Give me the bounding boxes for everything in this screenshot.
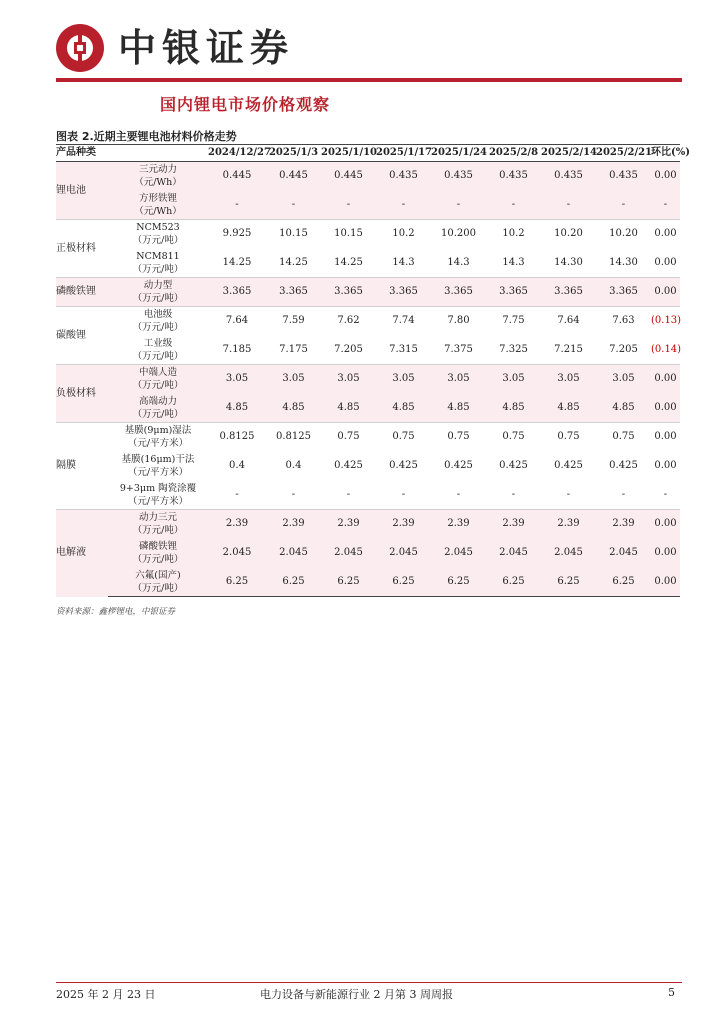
value-cell: 0.425	[376, 452, 431, 481]
value-cell: 4.85	[541, 394, 596, 423]
value-cell: 2.045	[541, 539, 596, 568]
value-cell: 3.05	[431, 365, 486, 394]
value-cell: 7.74	[376, 307, 431, 336]
value-cell: 3.365	[486, 278, 541, 307]
item-name: 中端人造	[138, 367, 177, 379]
item-name: 9+3μm 陶瓷涂覆	[119, 482, 197, 494]
value-cell: 0.425	[486, 452, 541, 481]
value-cell: 10.200	[431, 220, 486, 249]
value-cell: -	[431, 481, 486, 510]
item-name: 方形铁锂	[138, 192, 177, 204]
item-name: 动力型	[143, 280, 173, 291]
category-cell: 电解液	[56, 510, 108, 597]
value-cell: 14.25	[208, 249, 266, 278]
value-cell: 3.05	[596, 365, 651, 394]
change-cell: 0.00	[651, 278, 680, 307]
value-cell: 0.425	[321, 452, 376, 481]
value-cell: 7.325	[486, 336, 541, 365]
value-cell: 10.2	[486, 220, 541, 249]
value-cell: -	[541, 481, 596, 510]
item-unit: （万元/吨）	[132, 582, 184, 594]
value-cell: 0.75	[541, 423, 596, 452]
item-cell	[108, 220, 208, 249]
value-cell: 2.39	[208, 510, 266, 539]
table-caption: 图表 2.近期主要锂电池材料价格走势	[56, 130, 237, 143]
item-cell	[108, 394, 208, 423]
item-name: 三元动力	[138, 164, 177, 176]
category-cell: 负极材料	[56, 365, 108, 423]
value-cell: 3.05	[486, 365, 541, 394]
change-cell: -	[651, 191, 680, 220]
value-cell: 14.30	[596, 249, 651, 278]
value-cell: 0.435	[596, 162, 651, 191]
value-cell: 2.39	[541, 510, 596, 539]
value-cell: 7.63	[596, 307, 651, 336]
value-cell: 2.39	[266, 510, 321, 539]
table-row	[56, 481, 680, 510]
value-cell: -	[376, 191, 431, 220]
value-cell: 4.85	[321, 394, 376, 423]
value-cell: 10.20	[596, 220, 651, 249]
value-cell: 6.25	[208, 568, 266, 597]
value-cell: 3.365	[596, 278, 651, 307]
value-cell: 10.15	[266, 220, 321, 249]
item-unit: （元/平方米）	[127, 438, 189, 450]
item-cell	[108, 452, 208, 481]
value-cell: -	[321, 191, 376, 220]
col-header-date: 2025/1/17	[376, 145, 431, 162]
value-cell: -	[596, 191, 651, 220]
value-cell: 10.20	[541, 220, 596, 249]
item-cell	[108, 423, 208, 452]
value-cell: 3.05	[208, 365, 266, 394]
change-cell: 0.00	[651, 423, 680, 452]
category-cell: 正极材料	[56, 220, 108, 278]
item-name: 基膜(9μm)湿法	[124, 425, 192, 437]
value-cell: 2.39	[376, 510, 431, 539]
value-cell: 7.375	[431, 336, 486, 365]
value-cell: 7.62	[321, 307, 376, 336]
value-cell: 14.25	[266, 249, 321, 278]
value-cell: 0.435	[376, 162, 431, 191]
value-cell: 3.365	[431, 278, 486, 307]
change-cell: 0.00	[651, 394, 680, 423]
item-cell	[108, 278, 208, 307]
value-cell: 0.4	[208, 452, 266, 481]
change-cell: 0.00	[651, 249, 680, 278]
value-cell: 3.05	[376, 365, 431, 394]
col-header-date: 2025/2/8	[486, 145, 541, 162]
category-cell: 碳酸锂	[56, 307, 108, 365]
value-cell: 14.3	[376, 249, 431, 278]
value-cell: 14.30	[541, 249, 596, 278]
item-cell	[108, 539, 208, 568]
value-cell: 6.25	[266, 568, 321, 597]
item-cell	[108, 568, 208, 597]
value-cell: -	[266, 191, 321, 220]
value-cell: 3.365	[266, 278, 321, 307]
item-cell	[108, 481, 208, 510]
table-row	[56, 220, 680, 249]
value-cell: 4.85	[431, 394, 486, 423]
value-cell: 0.445	[321, 162, 376, 191]
value-cell: 3.05	[321, 365, 376, 394]
table-row	[56, 452, 680, 481]
table-row	[56, 307, 680, 336]
change-cell: 0.00	[651, 568, 680, 597]
value-cell: 4.85	[596, 394, 651, 423]
col-header-date: 2025/2/21	[596, 145, 651, 162]
value-cell: 2.39	[321, 510, 376, 539]
change-cell: 0.00	[651, 365, 680, 394]
col-header-date: 2025/2/14	[541, 145, 596, 162]
value-cell: 4.85	[208, 394, 266, 423]
item-cell	[108, 307, 208, 336]
page-number: 5	[668, 986, 675, 999]
value-cell: 2.045	[376, 539, 431, 568]
value-cell: 7.175	[266, 336, 321, 365]
table-row	[56, 249, 680, 278]
footer-report-title: 电力设备与新能源行业 2 月第 3 周周报	[260, 988, 453, 1001]
item-unit: （万元/吨）	[132, 235, 184, 247]
item-unit: （万元/吨）	[132, 293, 184, 304]
category-cell: 锂电池	[56, 162, 108, 220]
header-divider	[56, 78, 682, 82]
value-cell: 6.25	[596, 568, 651, 597]
value-cell: 0.8125	[266, 423, 321, 452]
table-row	[56, 539, 680, 568]
value-cell: -	[208, 481, 266, 510]
category-cell: 隔膜	[56, 423, 108, 510]
item-name: NCM811	[136, 250, 180, 262]
footer-date: 2025 年 2 月 23 日	[56, 988, 156, 1001]
item-unit: （万元/吨）	[132, 263, 184, 275]
value-cell: 7.59	[266, 307, 321, 336]
value-cell: 0.445	[208, 162, 266, 191]
value-cell: 4.85	[266, 394, 321, 423]
value-cell: 0.75	[596, 423, 651, 452]
item-cell	[108, 365, 208, 394]
value-cell: 2.39	[486, 510, 541, 539]
value-cell: 7.64	[208, 307, 266, 336]
table-header-row	[56, 145, 680, 162]
item-name: 高端动力	[138, 395, 177, 407]
value-cell: 3.05	[541, 365, 596, 394]
value-cell: 0.75	[376, 423, 431, 452]
col-header-change: 环比(%)	[651, 145, 680, 162]
item-cell	[108, 510, 208, 539]
item-unit: （元/Wh）	[134, 205, 182, 217]
value-cell: -	[266, 481, 321, 510]
value-cell: 4.85	[376, 394, 431, 423]
value-cell: 0.4	[266, 452, 321, 481]
value-cell: 0.425	[541, 452, 596, 481]
value-cell: 2.045	[596, 539, 651, 568]
value-cell: -	[486, 191, 541, 220]
item-name: 电池级	[143, 309, 173, 321]
value-cell: 3.365	[208, 278, 266, 307]
item-name: NCM523	[136, 222, 180, 234]
value-cell: 2.045	[208, 539, 266, 568]
change-cell: 0.00	[651, 510, 680, 539]
item-unit: （万元/吨）	[132, 350, 184, 362]
value-cell: 7.80	[431, 307, 486, 336]
col-header-date: 2025/1/24	[431, 145, 486, 162]
value-cell: 6.25	[321, 568, 376, 597]
change-cell: (0.13)	[651, 307, 680, 336]
price-table	[56, 144, 690, 597]
value-cell: 0.75	[431, 423, 486, 452]
change-cell: 0.00	[651, 162, 680, 191]
table-row	[56, 568, 680, 597]
value-cell: 4.85	[486, 394, 541, 423]
bank-logo-icon	[56, 24, 104, 72]
value-cell: -	[321, 481, 376, 510]
value-cell: 0.75	[321, 423, 376, 452]
value-cell: 7.215	[541, 336, 596, 365]
item-unit: （万元/吨）	[132, 380, 184, 392]
table-row	[56, 394, 680, 423]
change-cell: 0.00	[651, 539, 680, 568]
section-title: 国内锂电市场价格观察	[160, 95, 331, 114]
change-cell: 0.00	[651, 452, 680, 481]
item-unit: （万元/吨）	[132, 408, 184, 420]
table-row	[56, 278, 680, 307]
value-cell: 7.75	[486, 307, 541, 336]
item-unit: （元/平方米）	[127, 495, 189, 507]
value-cell: 7.205	[321, 336, 376, 365]
value-cell: 0.435	[486, 162, 541, 191]
item-name: 工业级	[143, 337, 173, 349]
table-row	[56, 162, 680, 191]
value-cell: 0.435	[431, 162, 486, 191]
item-name: 磷酸铁锂	[138, 541, 177, 552]
col-header-date: 2025/1/3	[266, 145, 321, 162]
source-note: 资料来源：鑫椤锂电，中银证券	[56, 607, 176, 617]
price-table-container	[56, 144, 690, 597]
table-row	[56, 510, 680, 539]
value-cell: 0.445	[266, 162, 321, 191]
item-unit: （元/Wh）	[134, 177, 182, 189]
item-cell	[108, 249, 208, 278]
value-cell: 0.425	[596, 452, 651, 481]
col-header-date: 2025/1/10	[321, 145, 376, 162]
value-cell: -	[208, 191, 266, 220]
value-cell: 14.3	[431, 249, 486, 278]
value-cell: -	[431, 191, 486, 220]
item-name: 基膜(16μm)干法	[121, 454, 195, 465]
value-cell: 3.365	[541, 278, 596, 307]
item-unit: （万元/吨）	[132, 525, 184, 537]
col-header-category: 产品种类	[56, 145, 208, 162]
value-cell: 6.25	[376, 568, 431, 597]
value-cell: 7.185	[208, 336, 266, 365]
item-unit: （元/平方米）	[127, 467, 189, 478]
item-unit: （万元/吨）	[132, 322, 184, 334]
value-cell: 2.045	[321, 539, 376, 568]
value-cell: 2.045	[266, 539, 321, 568]
item-cell	[108, 336, 208, 365]
value-cell: -	[596, 481, 651, 510]
value-cell: 3.05	[266, 365, 321, 394]
value-cell: 6.25	[541, 568, 596, 597]
footer-divider	[56, 982, 682, 983]
value-cell: -	[486, 481, 541, 510]
value-cell: 2.39	[596, 510, 651, 539]
change-cell: 0.00	[651, 220, 680, 249]
value-cell: 0.8125	[208, 423, 266, 452]
item-cell	[108, 191, 208, 220]
item-name: 六氟(国产)	[135, 569, 181, 581]
value-cell: 9.925	[208, 220, 266, 249]
table-row	[56, 365, 680, 394]
value-cell: 0.75	[486, 423, 541, 452]
brand-name: 中银证券	[118, 26, 295, 70]
value-cell: 2.045	[431, 539, 486, 568]
value-cell: -	[376, 481, 431, 510]
value-cell: 14.3	[486, 249, 541, 278]
value-cell: -	[541, 191, 596, 220]
value-cell: 2.045	[486, 539, 541, 568]
change-cell: -	[651, 481, 680, 510]
value-cell: 6.25	[486, 568, 541, 597]
item-cell	[108, 162, 208, 191]
category-cell: 磷酸铁锂	[56, 278, 108, 307]
item-name: 动力三元	[138, 512, 177, 524]
value-cell: 7.64	[541, 307, 596, 336]
table-row	[56, 423, 680, 452]
item-unit: （万元/吨）	[132, 554, 184, 565]
value-cell: 6.25	[431, 568, 486, 597]
change-cell: (0.14)	[651, 336, 680, 365]
col-header-date: 2024/12/27	[208, 145, 266, 162]
value-cell: 3.365	[376, 278, 431, 307]
value-cell: 0.435	[541, 162, 596, 191]
value-cell: 10.15	[321, 220, 376, 249]
value-cell: 10.2	[376, 220, 431, 249]
value-cell: 2.39	[431, 510, 486, 539]
value-cell: 3.365	[321, 278, 376, 307]
table-row	[56, 191, 680, 220]
value-cell: 14.25	[321, 249, 376, 278]
value-cell: 0.425	[431, 452, 486, 481]
table-row	[56, 336, 680, 365]
value-cell: 7.205	[596, 336, 651, 365]
value-cell: 7.315	[376, 336, 431, 365]
